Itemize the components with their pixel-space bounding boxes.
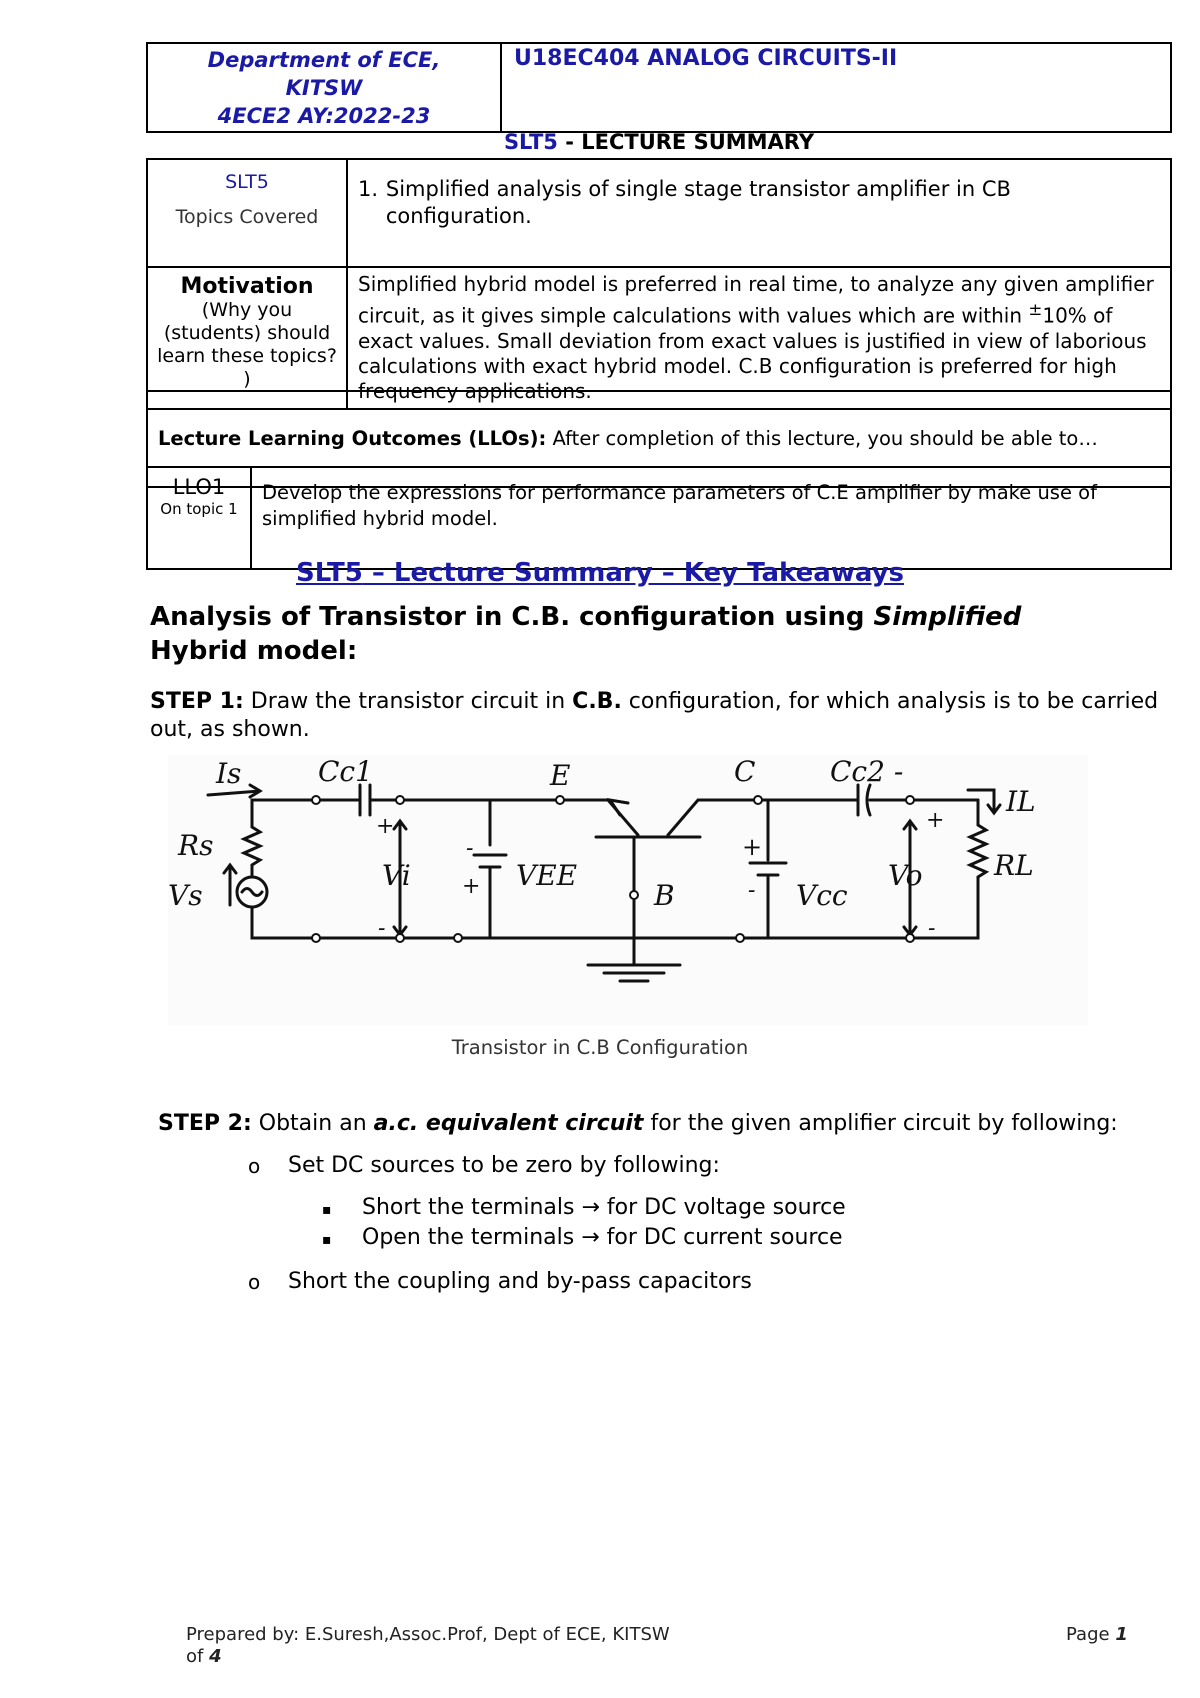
key-takeaways-rest: – Lecture Summary – Key Takeaways (362, 558, 905, 588)
node-bottom-1 (312, 934, 320, 942)
topic-number: 1. (358, 177, 379, 201)
topic-text: Simplified analysis of single stage transistor amplifier in CB configuration. (385, 177, 1011, 228)
llo1-label-cell (147, 467, 251, 569)
step1-text-a: Draw the transistor circuit in (243, 689, 573, 714)
step2-bold-italic: a.c. equivalent circuit (373, 1111, 644, 1136)
analysis-title (150, 600, 1021, 668)
bullet-marker: ▪ (322, 1232, 332, 1248)
step2-text-b: for the given amplifier circuit by following: (643, 1111, 1118, 1136)
step2-bullet-list (248, 1152, 1168, 1296)
footer-page-num: 1 (1115, 1624, 1128, 1645)
label-vo: Vo (888, 859, 923, 892)
footer-page-number (1066, 1624, 1128, 1645)
bullet-marker: ▪ (322, 1202, 332, 1218)
slt-heading-rest: - LECTURE SUMMARY (557, 130, 815, 154)
label-vcc-minus: - (748, 878, 756, 903)
slt-code: SLT5 (503, 130, 558, 154)
llo1-text: Develop the expressions for performance parameters of C.E amplifier by make use of simplified hybrid model. (262, 481, 1097, 530)
step2-label: STEP 2: (158, 1111, 252, 1136)
summary-table (146, 158, 1172, 410)
label-il: IL (1006, 785, 1036, 818)
analysis-title-part2: Hybrid model: (150, 636, 358, 666)
llo-heading-bold: Lecture Learning Outcomes (LLOs): (158, 427, 547, 450)
topics-label: Topics Covered (175, 206, 319, 228)
motivation-subtitle: (Why you (students) should learn these topics? ) (157, 299, 337, 390)
dept-line1: Department of ECE, (207, 48, 441, 72)
department-cell (147, 43, 501, 132)
cb-circuit-diagram (168, 755, 1088, 1025)
lecture-summary-heading (146, 130, 1172, 154)
course-cell (501, 43, 1171, 132)
llo-heading-rest: After completion of this lecture, you should be able to… (546, 427, 1098, 450)
list-item (248, 1152, 1168, 1180)
node-c (754, 796, 762, 804)
motivation-text-cell (347, 267, 1171, 409)
label-rs: Rs (178, 829, 214, 862)
topics-cell (147, 159, 347, 267)
label-c: C (734, 755, 756, 788)
motivation-text-1: Simplified hybrid model is preferred in real time, to analyze any given amplifier circuit, as it gives simple calculations with values which are within (358, 272, 1154, 328)
motivation-title: Motivation (180, 274, 314, 299)
dept-line2: KITSW (285, 76, 363, 100)
footer-prepared-text: Prepared by: E.Suresh,Assoc.Prof, Dept of ECE, KITSW (186, 1624, 670, 1645)
list-item (322, 1224, 1168, 1254)
label-vee-plus: + (462, 874, 481, 899)
label-vcc-plus: + (742, 833, 763, 861)
bullet-text: Open the terminals → for DC current source (362, 1225, 843, 1250)
label-vi: Vi (382, 859, 411, 892)
step1-label: STEP 1: (150, 689, 244, 714)
label-b: B (654, 879, 675, 912)
label-vi-plus: + (376, 814, 395, 839)
bullet-marker: o (248, 1154, 261, 1178)
node-b (630, 891, 638, 899)
label-cc1: Cc1 (318, 755, 373, 788)
label-vi-minus: - (378, 916, 386, 941)
key-takeaways-code: SLT5 (295, 558, 363, 588)
step2-section (158, 1110, 1168, 1296)
step2-text-a: Obtain an (251, 1111, 374, 1136)
llo1-label: LLO1 (172, 475, 226, 499)
node-bottom-3 (736, 934, 744, 942)
analysis-title-italic: Simplified (873, 602, 1022, 632)
llo1-sub: On topic 1 (160, 500, 238, 518)
node-e (556, 796, 564, 804)
footer-total-pages: 4 (209, 1646, 222, 1667)
bullet-text: Short the coupling and by-pass capacitors (288, 1269, 752, 1294)
step2-paragraph (158, 1110, 1168, 1138)
llo1-table (146, 466, 1172, 570)
motivation-cell (147, 267, 347, 409)
node-vi-bottom (396, 934, 404, 942)
llo1-text-cell (251, 467, 1171, 569)
topics-code: SLT5 (225, 171, 269, 193)
list-item (322, 1194, 1168, 1224)
label-e: E (550, 759, 571, 792)
node-input (312, 796, 320, 804)
footer-of-word: of (186, 1646, 204, 1667)
bullet-text: Set DC sources to be zero by following: (288, 1153, 720, 1178)
course-title: U18EC404 ANALOG CIRCUITS-II (514, 46, 898, 71)
topics-content-cell (347, 159, 1171, 267)
header-table (146, 42, 1172, 133)
label-cc2: Cc2 - (830, 755, 904, 788)
footer-page-word: Page (1066, 1624, 1110, 1645)
node-bottom-2 (454, 934, 462, 942)
label-vee-minus: - (466, 836, 474, 861)
step1-paragraph (150, 688, 1160, 744)
footer-prepared-by (186, 1624, 670, 1668)
list-item (248, 1268, 1168, 1296)
label-is: Is (216, 757, 242, 790)
label-rl: RL (994, 849, 1034, 882)
circuit-background (168, 755, 1088, 1025)
sub-bullet-list (322, 1194, 1168, 1254)
plus-minus-symbol: ± (1028, 300, 1043, 319)
analysis-title-part1: Analysis of Transistor in C.B. configuration using (150, 602, 874, 632)
node-vo-bottom (906, 934, 914, 942)
figure-caption: Transistor in C.B Configuration (451, 1036, 749, 1059)
bullet-marker: o (248, 1270, 261, 1294)
label-vee: VEE (516, 859, 578, 892)
motivation-text-2: 10% of exact values. Small deviation from exact values is justified in view of laborious calculations with exact hybrid model. C.B configuration is preferred for high frequency applications. (358, 303, 1147, 403)
node-vi-top (396, 796, 404, 804)
step1-bold: C.B. (572, 689, 622, 714)
label-vs: Vs (168, 879, 203, 912)
topic-item (358, 166, 1160, 230)
dept-line3: 4ECE2 AY:2022-23 (217, 104, 431, 128)
node-vo-top (906, 796, 914, 804)
bullet-text: Short the terminals → for DC voltage source (362, 1195, 846, 1220)
label-vo-minus: - (928, 916, 936, 941)
label-vo-plus: + (926, 808, 945, 833)
label-vcc: Vcc (796, 879, 848, 912)
step1-text-b: configuration, for which analysis is to be carried out, as shown. (150, 689, 1159, 742)
key-takeaways-heading (0, 558, 1200, 588)
